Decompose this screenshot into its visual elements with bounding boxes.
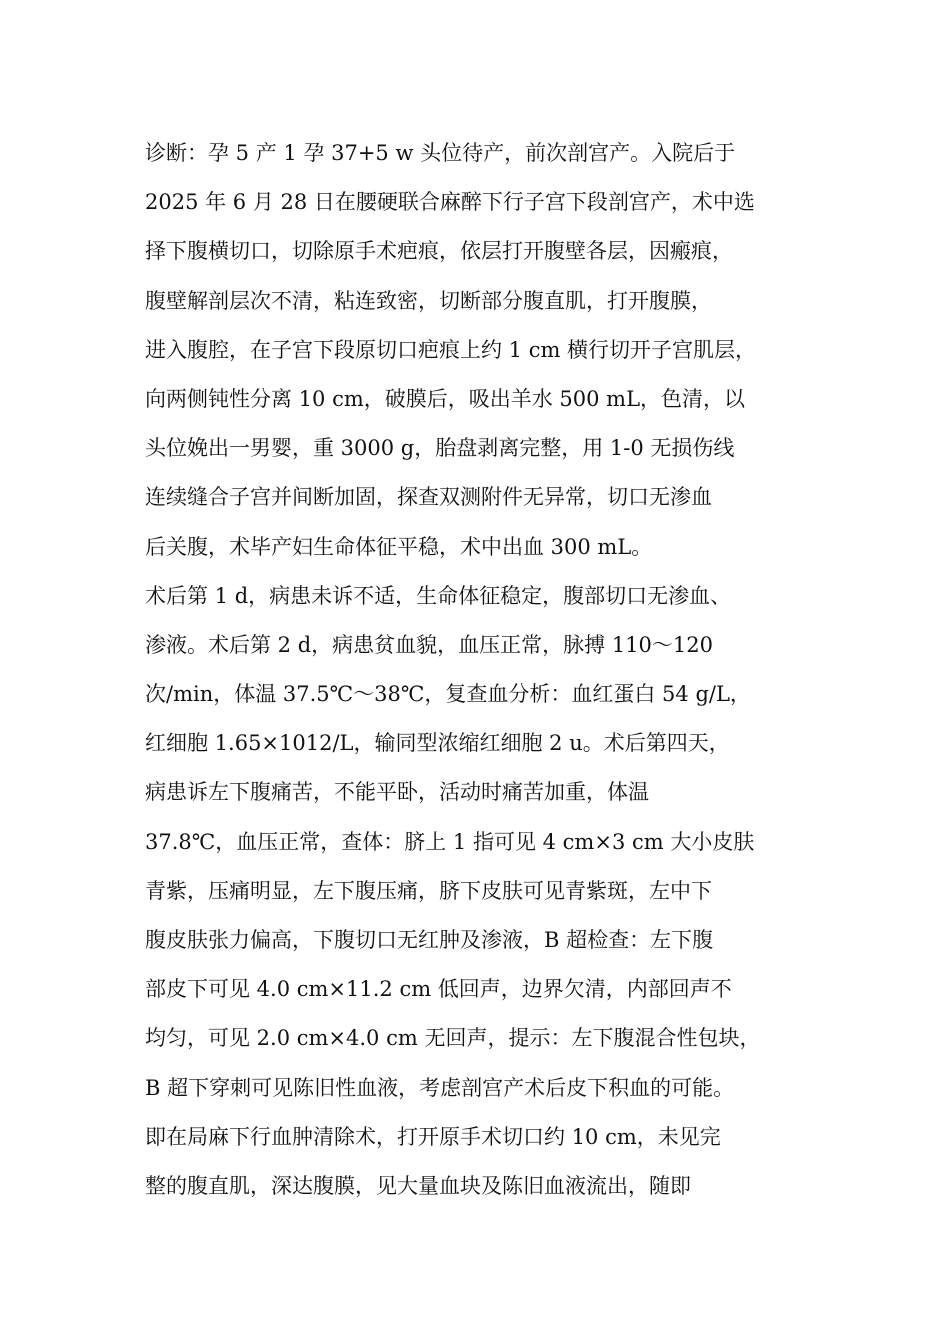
- text-line: 37.8℃，血压正常，查体：脐上 1 指可见 4 cm×3 cm 大小皮肤: [145, 829, 755, 854]
- text-line: B 超下穿刺可见陈旧性血液，考虑剖宫产术后皮下积血的可能。: [145, 1075, 735, 1100]
- text-line: 术后第 1 d，病患未诉不适，生命体征稳定，腹部切口无渗血、: [145, 583, 732, 608]
- text-line: 诊断：孕 5 产 1 孕 37+5 w 头位待产，前次剖宫产。入院后于: [145, 141, 736, 165]
- text-line: 部皮下可见 4.0 cm×11.2 cm 低回声，边界欠清，内部回声不: [145, 977, 732, 1002]
- text-line: 即在局麻下行血肿清除术，打开原手术切口约 10 cm，未见完: [145, 1124, 721, 1149]
- text-line: 红细胞 1.65×1012/L，输同型浓缩红细胞 2 u。术后第四天，: [145, 731, 730, 756]
- text-line: 后关腹，术毕产妇生命体征平稳，术中出血 300 mL。: [145, 534, 653, 559]
- text-line: 次/min，体温 37.5℃～38℃，复查血分析：血红蛋白 54 g/L，: [145, 682, 751, 707]
- text-line: 渗液。术后第 2 d，病患贫血貌，血压正常，脉搏 110～120: [145, 632, 713, 657]
- case-report-text: [145, 134, 825, 1216]
- text-line: 整的腹直肌，深达腹膜，见大量血块及陈旧血液流出，随即: [145, 1173, 691, 1198]
- text-line: 2025 年 6 月 28 日在腰硬联合麻醉下行子宫下段剖宫产，术中选: [145, 190, 755, 215]
- text-line: 向两侧钝性分离 10 cm，破膜后，吸出羊水 500 mL，色清，以: [145, 386, 746, 411]
- text-line: 择下腹横切口，切除原手术疤痕，依层打开腹壁各层，因瘢痕，: [145, 239, 733, 264]
- text-line: 均匀，可见 2.0 cm×4.0 cm 无回声，提示：左下腹混合性包块，: [145, 1026, 761, 1051]
- text-line: 病患诉左下腹痛苦，不能平卧，活动时痛苦加重，体温: [145, 780, 649, 805]
- text-line: 青紫，压痛明显，左下腹压痛，脐下皮肤可见青紫斑，左中下: [145, 878, 712, 903]
- text-line: 进入腹腔，在子宫下段原切口疤痕上约 1 cm 横行切开子宫肌层，: [145, 337, 757, 362]
- text-line: 腹皮肤张力偏高，下腹切口无红肿及渗液，B 超检查：左下腹: [145, 928, 714, 952]
- text-line: 头位娩出一男婴，重 3000 g，胎盘剥离完整，用 1-0 无损伤线: [145, 436, 735, 461]
- text-line: 连续缝合子宫并间断加固，探查双测附件无异常，切口无渗血: [145, 485, 712, 510]
- text-line: 腹壁解剖层次不清，粘连致密，切断部分腹直肌，打开腹膜，: [145, 288, 712, 313]
